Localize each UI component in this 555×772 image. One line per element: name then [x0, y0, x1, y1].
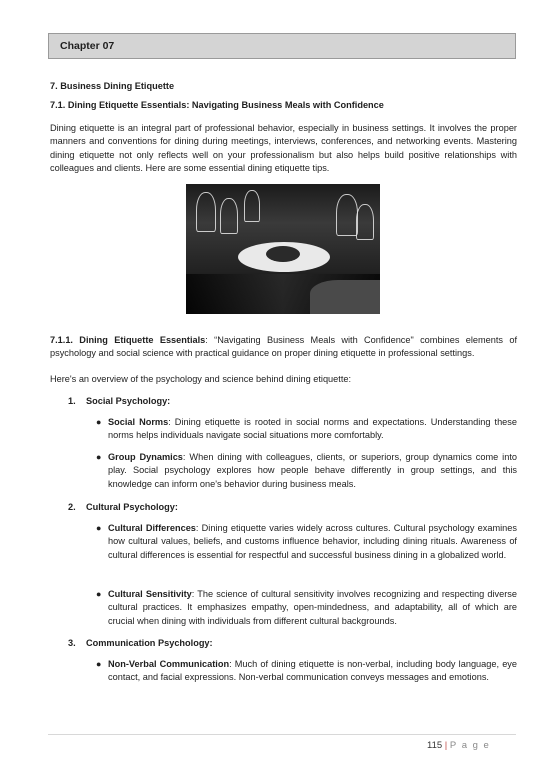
- bullet-item: [96, 588, 518, 628]
- bullet-text: : When dining with colleagues, clients, or superiors, group dynamics come into play. Social psychology explores how people behave differently in group settings, and this knowledge can inform one's behavior during business meals.: [108, 452, 517, 489]
- bullet-text: : Dining etiquette varies widely across cultures. Cultural psychology examines how cultural values, beliefs, and customs influence behavior, including dining rituals. Awareness of cultural differences is essential for respectful and successful business dining in a globalized world.: [108, 523, 517, 560]
- page-label: P a g e: [449, 740, 491, 751]
- list-item-title: Communication Psychology:: [86, 638, 213, 648]
- overview-text: Here's an overview of the psychology and science behind dining etiquette:: [50, 374, 352, 384]
- bullet-term: Group Dynamics: [108, 452, 183, 462]
- bullet-item: [96, 451, 517, 491]
- bullet-term: Non-Verbal Communication: [108, 659, 230, 669]
- page-separator: |: [444, 740, 448, 751]
- bullet-text: : The science of cultural sensitivity involves recognizing and respecting diverse cultural practices. It emphasizes empathy, open-mindedness, and adaptability, all of which are crucial when dining with individuals from different cultural backgrounds.: [108, 589, 518, 626]
- chapter-header: [48, 33, 516, 59]
- bullet-icon: ●: [96, 452, 102, 462]
- bullet-icon: ●: [96, 417, 102, 427]
- bullet-icon: ●: [96, 523, 102, 533]
- list-item-number: 2.: [68, 502, 76, 512]
- bullet-item: [96, 658, 518, 685]
- subsection-title: 7.1.1. Dining Etiquette Essentials: [50, 335, 206, 345]
- bullet-term: Cultural Differences: [108, 523, 196, 533]
- bullet-item: [96, 522, 517, 562]
- section-heading: 7. Business Dining Etiquette: [50, 81, 175, 91]
- page-footer: [427, 740, 490, 751]
- bullet-icon: ●: [96, 659, 102, 669]
- intro-paragraph: Dining etiquette is an integral part of professional behavior, especially in business settings. It involves the proper manners and conventions for dining during meetings, interviews, conferences, and networking events. Mastering dining etiquette not only reflects well on your professionalism but also helps build positive relationships with colleagues and clients. Here are some essential dining etiquette tips.: [50, 123, 517, 174]
- bullet-icon: ●: [96, 589, 102, 599]
- list-item-number: 1.: [68, 396, 76, 406]
- subsection-text: : “Navigating Business Meals with Confidence" combines elements of psychology and social science with practical guidance on proper dining etiquette in professional settings.: [50, 335, 517, 359]
- page-number: 115: [427, 740, 443, 751]
- chapter-title: Chapter 07: [60, 40, 115, 52]
- list-item-title: Cultural Psychology:: [86, 502, 178, 512]
- dining-table-photo: [186, 184, 380, 314]
- footer-divider: [48, 734, 516, 735]
- list-item-title: Social Psychology:: [86, 396, 171, 406]
- bullet-term: Cultural Sensitivity: [108, 589, 192, 599]
- subsection-paragraph: [50, 334, 517, 361]
- bullet-term: Social Norms: [108, 417, 169, 427]
- section-subheading: 7.1. Dining Etiquette Essentials: Navigating Business Meals with Confidence: [50, 100, 384, 110]
- list-item-number: 3.: [68, 638, 76, 648]
- bullet-text: : Much of dining etiquette is non-verbal, including body language, eye contact, and facial expressions. Non-verbal communication conveys messages and emotions.: [108, 659, 518, 683]
- bullet-item: [96, 416, 517, 443]
- bullet-text: : Dining etiquette is rooted in social norms and expectations. Understanding these norms helps individuals navigate social situations more comfortably.: [108, 417, 517, 441]
